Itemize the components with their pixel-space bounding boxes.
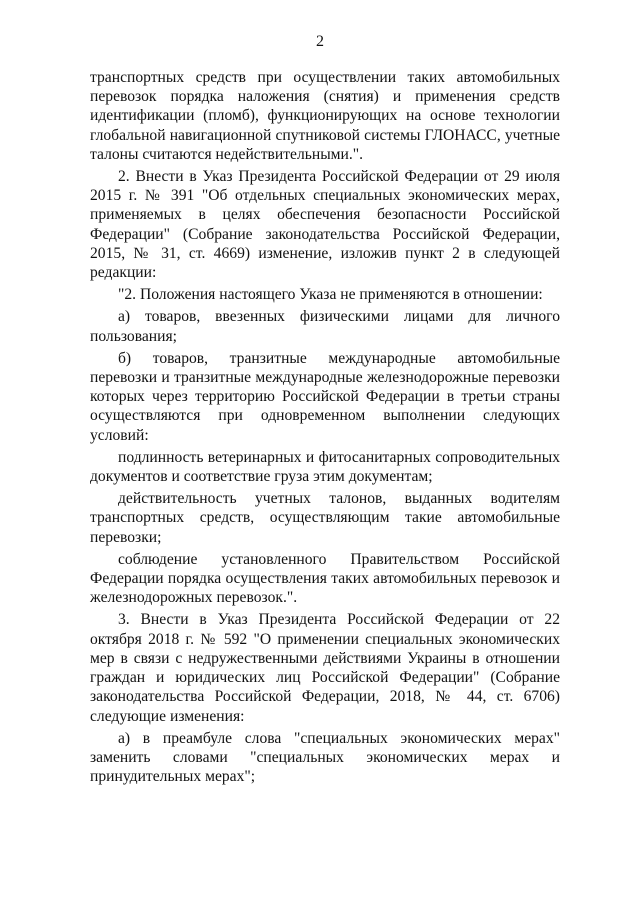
paragraph-subitem-a: а) товаров, ввезенных физическими лицами для личного пользования; — [90, 308, 560, 345]
page-number: 2 — [316, 33, 324, 50]
paragraph-item-3-subitem-a: а) в преамбуле слова "специальных экономических мерах" заменить словами "специальных экономических мерах и принудительных мерах"; — [90, 729, 560, 786]
paragraph-condition-authenticity: подлинность ветеринарных и фитосанитарных сопроводительных документов и соответствие груза этим документам; — [90, 448, 560, 486]
document-body — [90, 68, 560, 786]
paragraph-condition-compliance: соблюдение установленного Правительством Российской Федерации порядка осуществления таких автомобильных перевозок и железнодорожных перевозок.". — [90, 550, 560, 607]
paragraph-continuation: транспортных средств при осуществлении таких автомобильных перевозок порядка наложения (снятия) и применения средств идентификации (пломб), функционирующих на основе технологии глобальной навигационной спутниковой системы ГЛОНАСС, учетные талоны считаются недействительными.". — [90, 69, 560, 163]
paragraph-item-2: 2. Внести в Указ Президента Российской Федерации от 29 июля 2015 г. № 391 "Об отдельных специальных экономических мерах, применяемых в целях обеспечения безопасности Российской Федерации" (Собрание законодательства Российской Федерации, 2015, № 31, ст. 4669) изменение, изложив пункт 2 в следующей редакции: — [90, 168, 560, 282]
paragraph-subitem-b: б) товаров, транзитные международные автомобильные перевозки и транзитные международные железнодорожные перевозки которых через территорию Российской Федерации в третьи страны осуществляются при одновременном выполнении следующих условий: — [90, 349, 560, 444]
paragraph-quoted-clause-2: "2. Положения настоящего Указа не применяются в отношении: — [118, 286, 543, 304]
paragraph-condition-validity: действительность учетных талонов, выданных водителям транспортных средств, осуществляющим такие автомобильные перевозки; — [90, 490, 560, 546]
paragraph-item-3: 3. Внести в Указ Президента Российской Федерации от 22 октября 2018 г. № 592 "О применении специальных экономических мер в связи с недружественными действиями Украины в отношении граждан и юридических лиц Российской Федерации" (Собрание законодательства Российской Федерации, 2018, № 44, ст. 6706) следующие изменения: — [90, 611, 560, 725]
